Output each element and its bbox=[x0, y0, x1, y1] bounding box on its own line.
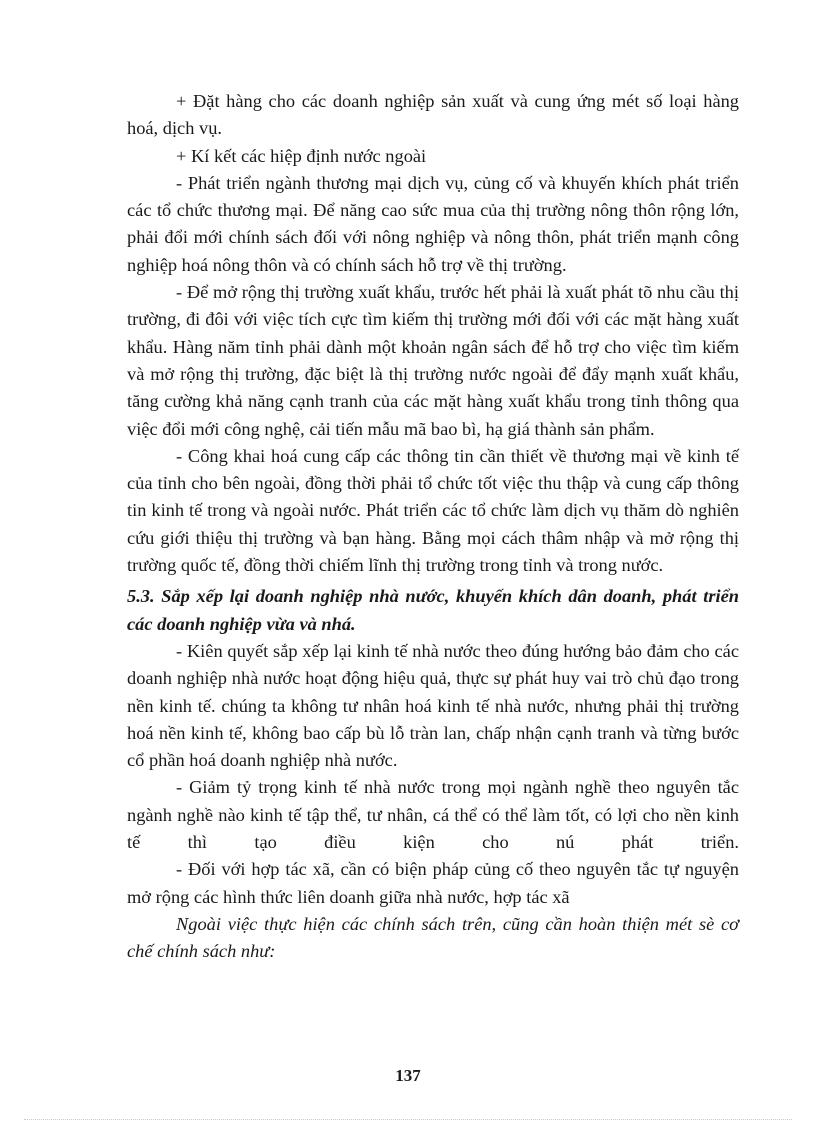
paragraph: - Giảm tỷ trọng kinh tế nhà nước trong mọi ngành nghề theo nguyên tắc ngành nghề nào kinh tế tập thể, tư nhân, cá thể có thể làm tốt, có lợi cho nền kinh tế thì tạo điều kiện cho nú phát triển. bbox=[127, 777, 739, 853]
paragraph: + Kí kết các hiệp định nước ngoài bbox=[176, 145, 427, 166]
paragraph: - Phát triển ngành thương mại dịch vụ, củng cố và khuyến khích phát triển các tổ chức thương mại. Để năng cao sức mua của thị trường nông thôn rộng lớn, phải đổi mới chính sách đối với nông nghiệp và nông thôn, phát triển mạnh công nghiệp hoá nông thôn và có chính sách hỗ trợ về thị trường. bbox=[127, 172, 739, 275]
paragraph: - Để mở rộng thị trường xuất khẩu, trước hết phải là xuất phát tõ nhu cầu thị trường, đi đôi với việc tích cực tìm kiếm thị trường mới đối với các mặt hàng xuất khẩu. Hàng năm tỉnh phải dành một khoản ngân sách để hỗ trợ cho việc tìm kiếm và mở rộng thị trường, đặc biệt là thị trường nước ngoài để đẩy mạnh xuất khẩu, tăng cường khả năng cạnh tranh của các mặt hàng xuất khẩu trong tỉnh thông qua việc đổi mới công nghệ, cải tiến mẫu mã bao bì, hạ giá thành sản phẩm. bbox=[127, 282, 739, 439]
paragraph: - Kiên quyết sắp xếp lại kinh tế nhà nước theo đúng hướng bảo đảm cho các doanh nghiệp nhà nước hoạt động hiệu quả, thực sự phát huy vai trò chủ đạo trong nền kinh tế. chúng ta không tư nhân hoá kinh tế nhà nước, nhưng phải thị trường hoá nền kinh tế, không bao cấp bù lỗ tràn lan, chấp nhận cạnh tranh và từng bước cổ phần hoá doanh nghiệp nhà nước. bbox=[127, 640, 739, 771]
closing-italic-paragraph: Ngoài việc thực hiện các chính sách trên, cũng cần hoàn thiện mét sè cơ chế chính sách như: bbox=[127, 913, 739, 962]
footer-divider bbox=[24, 1119, 792, 1120]
page-body bbox=[127, 88, 739, 966]
paragraph: + Đặt hàng cho các doanh nghiệp sản xuất và cung ứng mét số loại hàng hoá, dịch vụ. bbox=[127, 91, 739, 139]
paragraph: - Đối với hợp tác xã, cần có biện pháp củng cố theo nguyên tắc tự nguyện mở rộng các hình thức liên doanh giữa nhà nước, hợp tác xã bbox=[127, 859, 739, 907]
section-heading: 5.3. Sắp xếp lại doanh nghiệp nhà nước, khuyến khích dân doanh, phát triển các doanh nghiệp vừa và nhá. bbox=[127, 586, 739, 634]
page-number: 137 bbox=[395, 1066, 421, 1085]
paragraph: - Công khai hoá cung cấp các thông tin cần thiết về thương mại về kinh tế của tỉnh cho bên ngoài, đồng thời phải tổ chức tốt việc thu thập và cung cấp thông tin kinh tế trong và ngoài nước. Phát triển các tổ chức làm dịch vụ thăm dò nghiên cứu giới thiệu thị trường và bạn hàng. Bằng mọi cách thâm nhập và mở rộng thị trường quốc tế, đồng thời chiếm lĩnh thị trường trong tỉnh và trong nước. bbox=[127, 445, 739, 576]
